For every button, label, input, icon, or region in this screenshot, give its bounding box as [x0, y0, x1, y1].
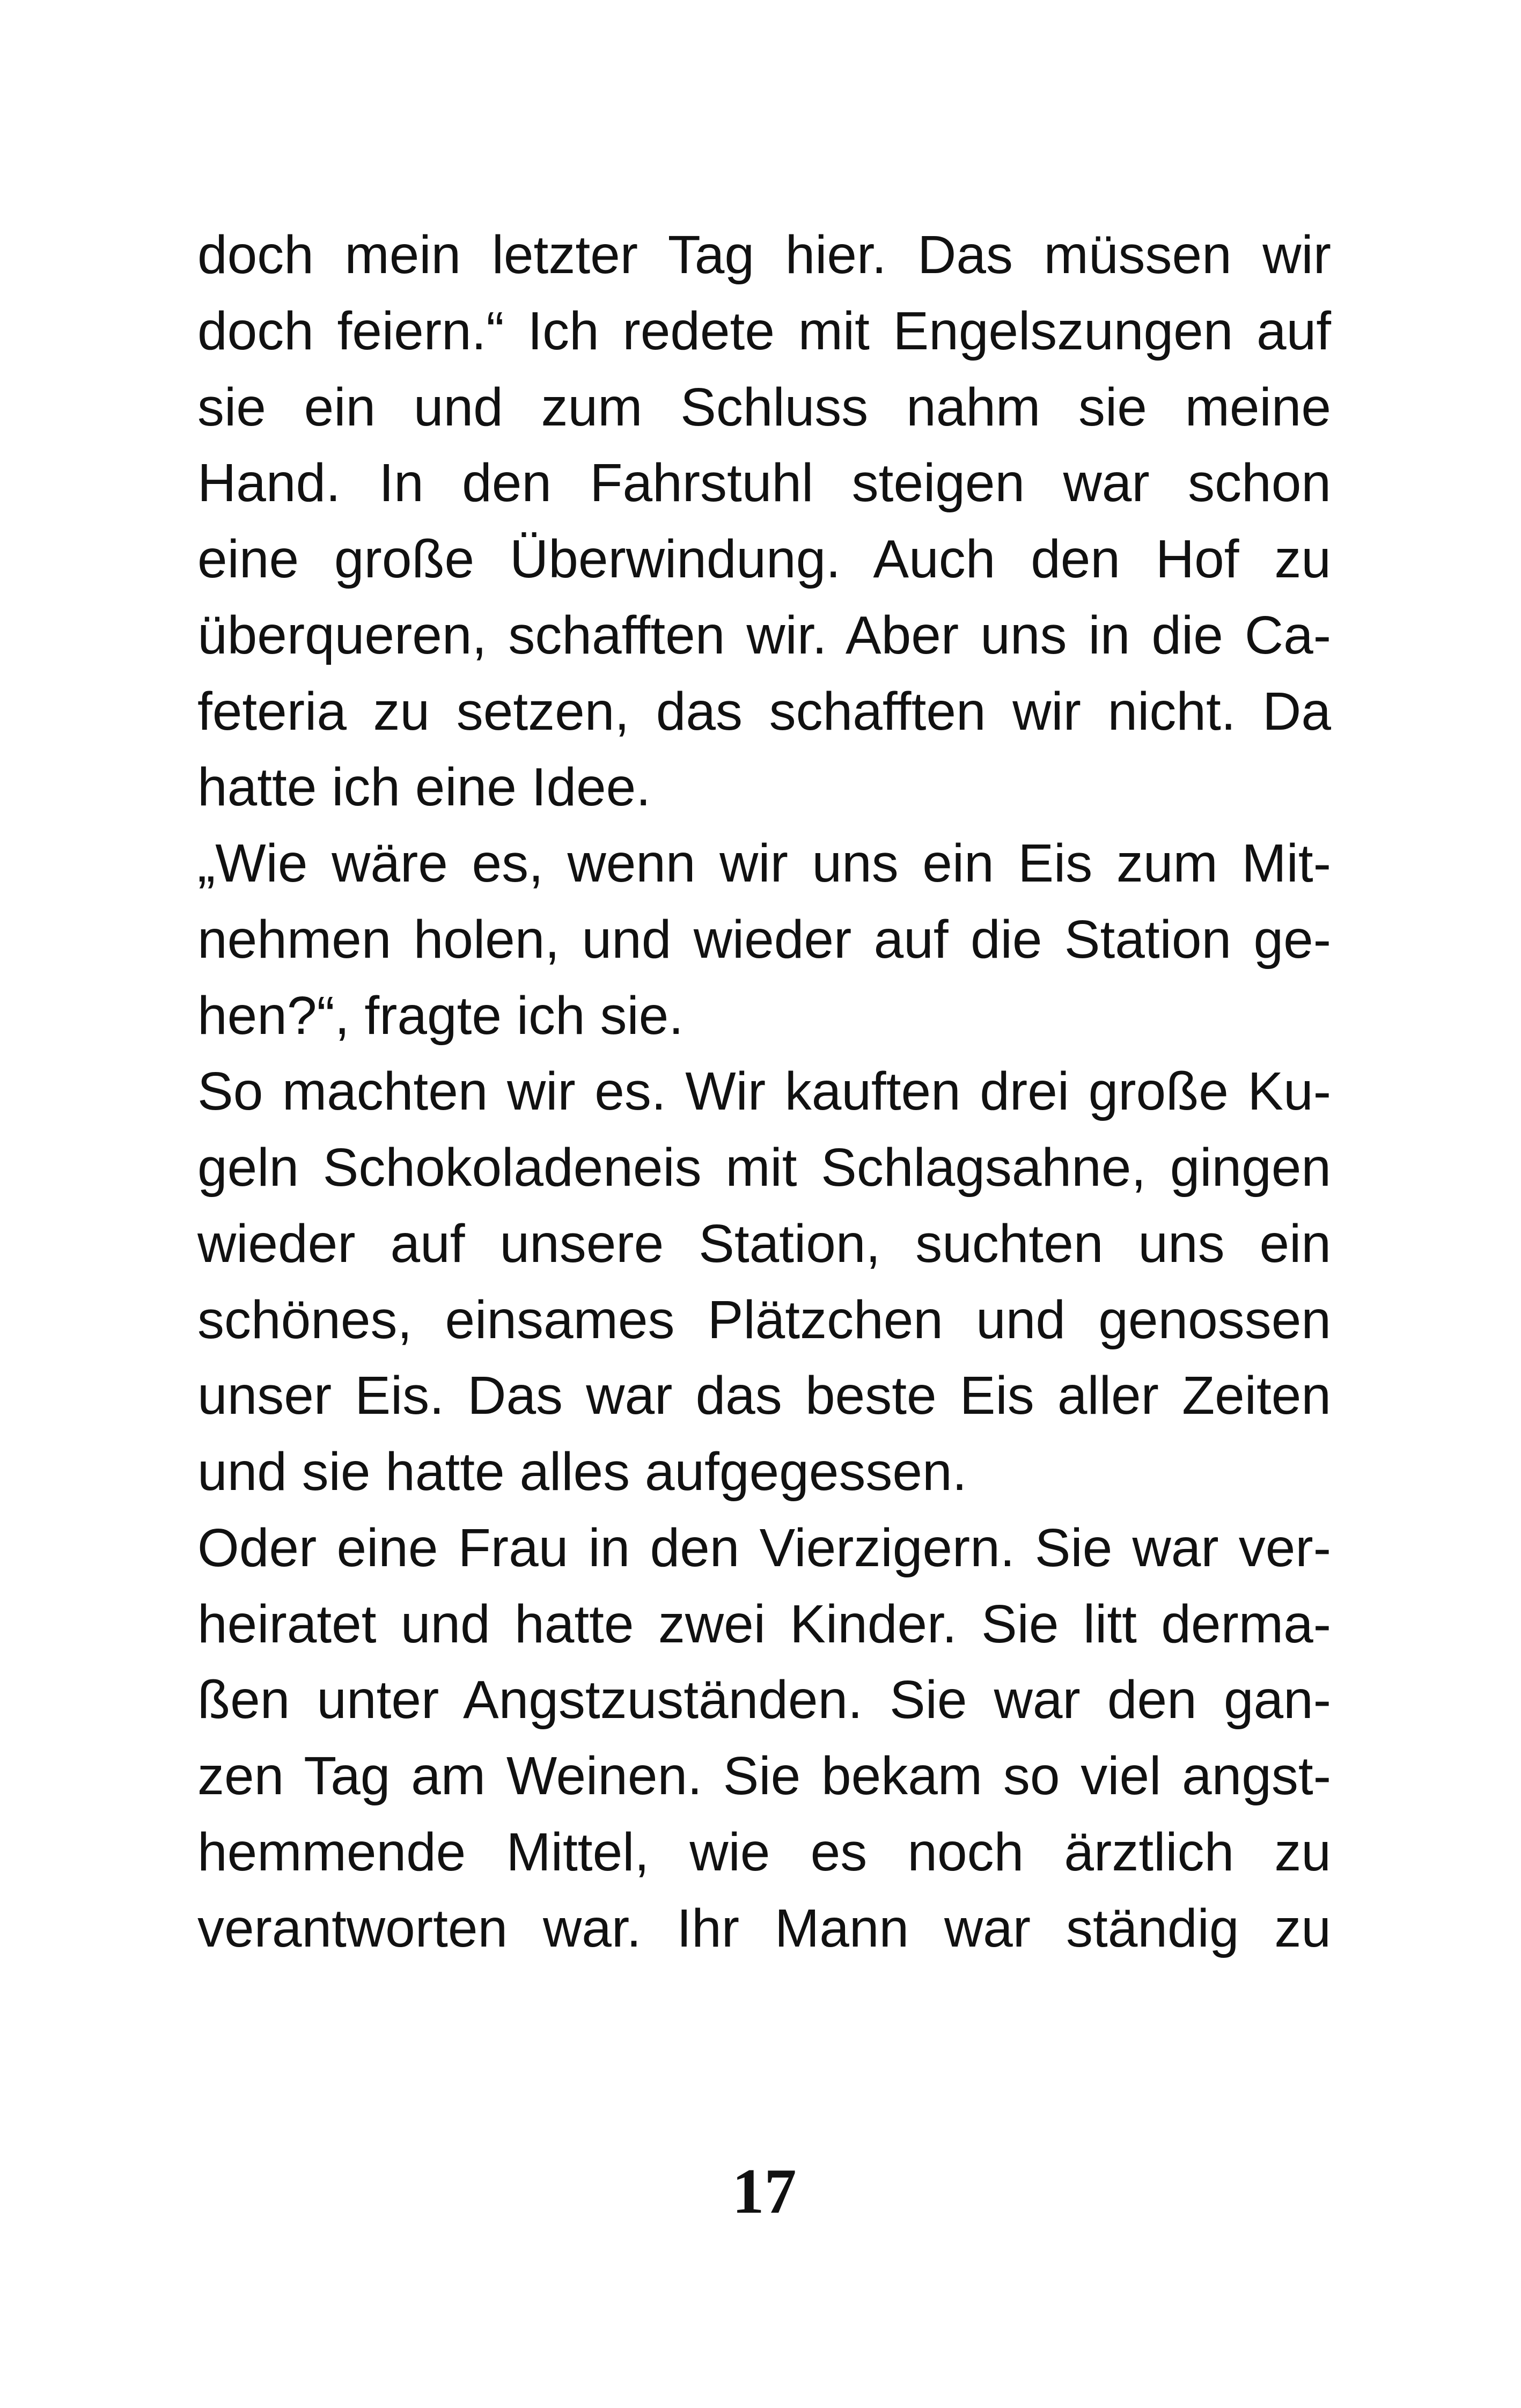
page-number: 17	[732, 2155, 797, 2227]
text-line: heiratet und hatte zwei Kinder. Sie litt derma-	[197, 1594, 1331, 1654]
text-line: zen Tag am Weinen. Sie bekam so viel angst-	[197, 1746, 1331, 1806]
text-line: Hand. In den Fahrstuhl steigen war schon	[197, 453, 1331, 513]
text-line: verantworten war. Ihr Mann war ständig zu	[197, 1898, 1331, 1958]
text-line: nehmen holen, und wieder auf die Station ge-	[197, 909, 1331, 970]
paragraph	[197, 826, 1331, 1054]
text-line: feteria zu setzen, das schafften wir nicht. Da	[197, 681, 1331, 742]
body-text	[197, 217, 1331, 1966]
text-line: So machten wir es. Wir kauften drei große Ku-	[197, 1061, 1331, 1122]
text-line: unser Eis. Das war das beste Eis aller Zeiten	[197, 1365, 1331, 1426]
text-line: hatte ich eine Idee.	[197, 757, 651, 818]
text-line: und sie hatte alles aufgegessen.	[197, 1442, 967, 1502]
paragraph	[197, 1510, 1331, 1967]
text-line: geln Schokoladeneis mit Schlagsahne, gingen	[197, 1137, 1331, 1198]
text-line: „Wie wäre es, wenn wir uns ein Eis zum Mit-	[197, 833, 1331, 893]
text-line: doch feiern.“ Ich redete mit Engelszungen auf	[197, 300, 1331, 361]
text-line: wieder auf unsere Station, suchten uns ein	[197, 1213, 1331, 1274]
text-line: hemmende Mittel, wie es noch ärztlich zu	[197, 1822, 1331, 1882]
text-line: doch mein letzter Tag hier. Das müssen wir	[197, 225, 1331, 285]
text-line: hen?“, fragte ich sie.	[197, 985, 684, 1046]
text-line: eine große Überwindung. Auch den Hof zu	[197, 529, 1331, 589]
text-line: schönes, einsames Plätzchen und genossen	[197, 1289, 1331, 1350]
text-line: Oder eine Frau in den Vierzigern. Sie war ver-	[197, 1517, 1331, 1578]
text-line: überqueren, schafften wir. Aber uns in die Ca-	[197, 605, 1331, 665]
text-line: sie ein und zum Schluss nahm sie meine	[197, 377, 1331, 437]
paragraph	[197, 217, 1331, 826]
paragraph	[197, 1054, 1331, 1510]
text-line: ßen unter Angstzuständen. Sie war den gan-	[197, 1670, 1331, 1730]
